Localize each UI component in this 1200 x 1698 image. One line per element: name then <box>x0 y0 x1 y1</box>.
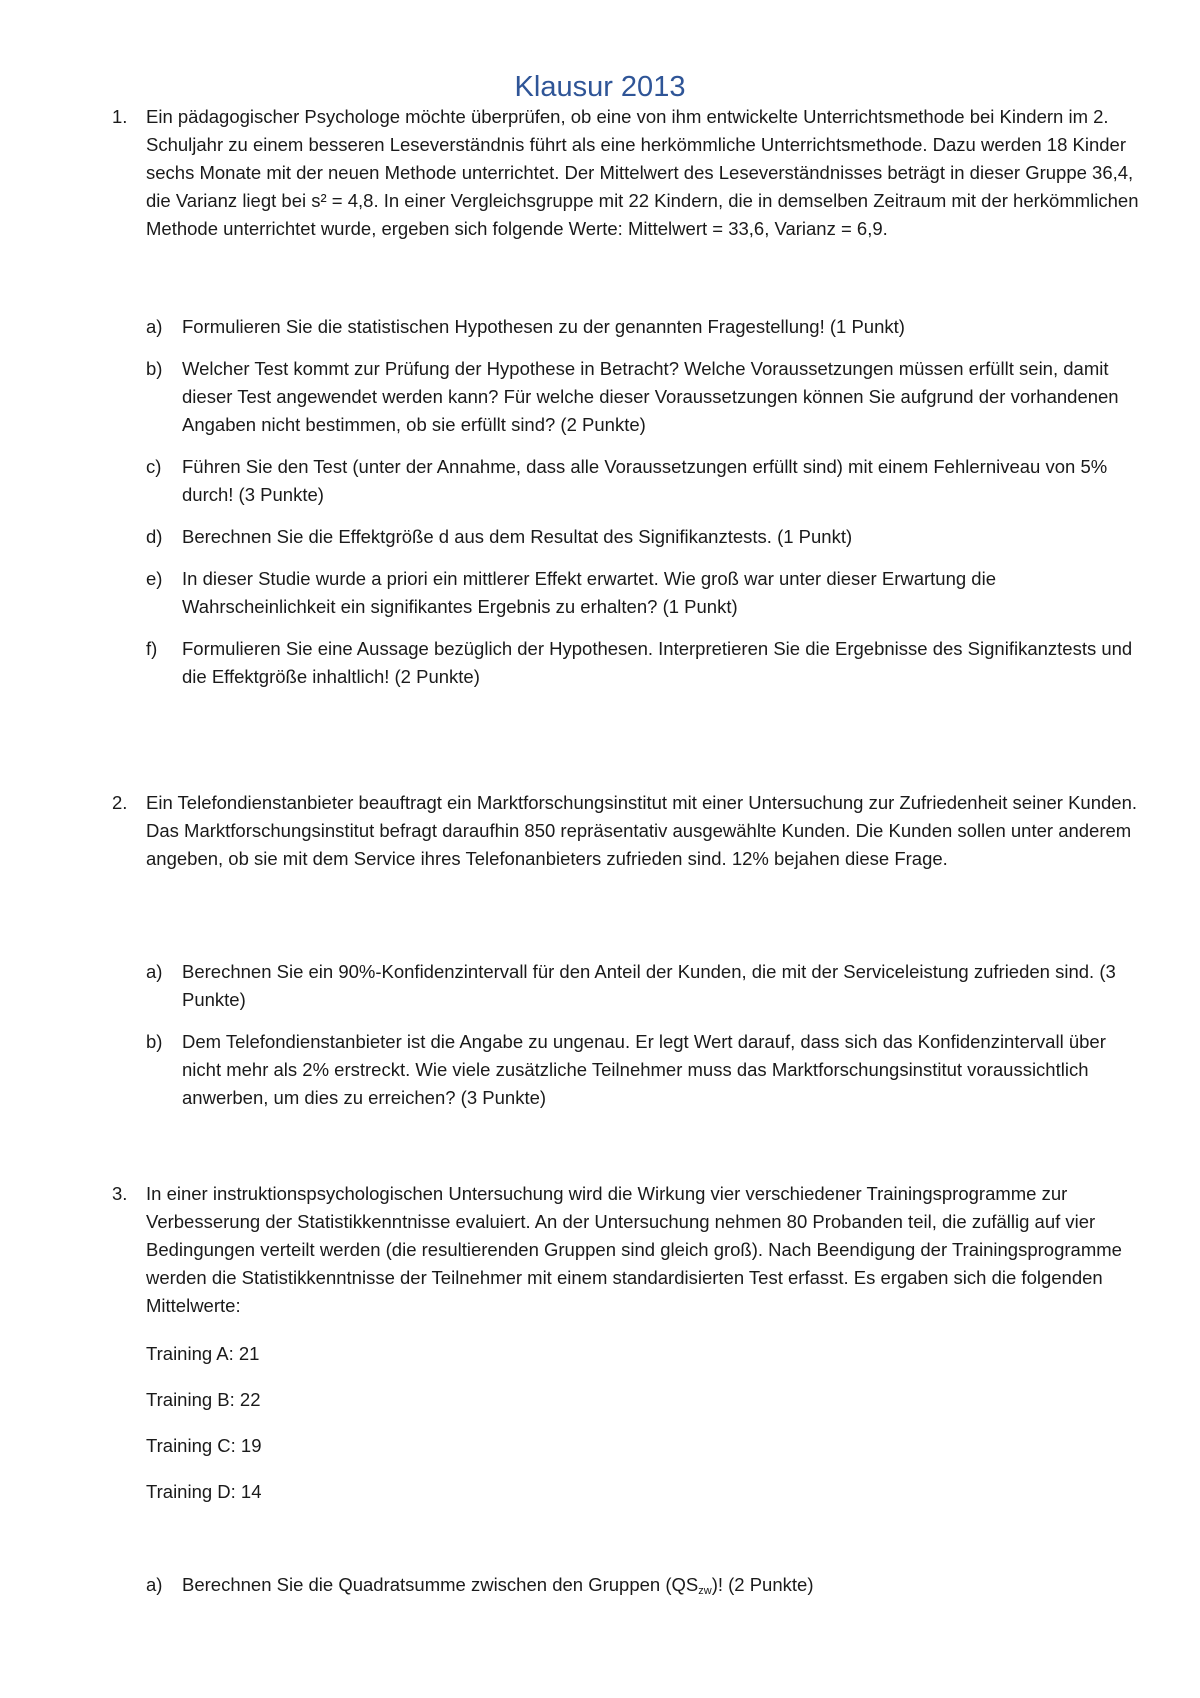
task-number: 3. <box>112 1183 128 1204</box>
task-2-subtasks <box>146 958 1136 1126</box>
subscript-zw: zw <box>698 1585 712 1597</box>
subtask-1e <box>146 565 1136 621</box>
task-2 <box>112 789 1142 873</box>
subtask-1b <box>146 355 1136 439</box>
subtask-1f <box>146 635 1136 691</box>
task-1 <box>112 103 1142 243</box>
task-1-subtasks <box>146 313 1136 705</box>
training-means <box>146 1340 546 1524</box>
subtask-letter: c) <box>146 456 162 477</box>
task-number: 2. <box>112 792 128 813</box>
subtask-text: Berechnen Sie ein 90%-Konfidenzintervall für den Anteil der Kunden, die mit der Serviceleistung zufrieden sind. (3 Punkte) <box>182 961 1116 1010</box>
subtask-letter: e) <box>146 568 163 589</box>
training-mean-c: Training C: 19 <box>146 1435 262 1456</box>
page-title: Klausur 2013 <box>514 71 686 103</box>
task-text: In einer instruktionspsychologischen Untersuchung wird die Wirkung vier verschiedener Trainingsprogramme zur Verbesserung der Statistikkenntnisse evaluiert. An der Untersuchung nehmen 80 Probanden teil, die zufällig auf vier Bedingungen verteilt werden (die resultierenden Gruppen sind gleich groß). Nach Beendigung der Trainingsprogramme werden die Statistikkenntnisse der Teilnehmer mit einem standardisierten Test erfasst. Es ergaben sich die folgenden Mittelwerte: <box>146 1183 1122 1316</box>
training-mean-d: Training D: 14 <box>146 1481 262 1502</box>
subtask-text <box>182 1571 1136 1599</box>
subtask-text: Welcher Test kommt zur Prüfung der Hypothese in Betracht? Welche Voraussetzungen müssen erfüllt sein, damit dieser Test angewendet werden kann? Für welche dieser Voraussetzungen können Sie aufgrund der vorhandenen Angaben nicht bestimmen, ob sie erfüllt sind? (2 Punkte) <box>182 358 1119 435</box>
training-mean-b: Training B: 22 <box>146 1389 261 1410</box>
subtask-3a <box>146 1571 1136 1599</box>
task-text: Ein pädagogischer Psychologe möchte überprüfen, ob eine von ihm entwickelte Unterrichtsmethode bei Kindern im 2. Schuljahr zu einem besseren Leseverständnis führt als eine herkömmliche Unterrichtsmethode. Dazu werden 18 Kinder sechs Monate mit der neuen Methode unterrichtet. Der Mittelwert des Leseverständnisses beträgt in dieser Gruppe 36,4, die Varianz liegt bei s² = 4,8. In einer Vergleichsgruppe mit 22 Kindern, die in demselben Zeitraum mit der herkömmlichen Methode unterrichtet wurde, ergeben sich folgende Werte: Mittelwert = 33,6, Varianz = 6,9. <box>146 106 1139 239</box>
subtask-1a <box>146 313 1136 341</box>
subtask-text: Führen Sie den Test (unter der Annahme, dass alle Voraussetzungen erfüllt sind) mit einem Fehlerniveau von 5% durch! (3 Punkte) <box>182 456 1108 505</box>
subtask-letter: b) <box>146 1031 163 1052</box>
subtask-text: Dem Telefondienstanbieter ist die Angabe zu ungenau. Er legt Wert darauf, dass sich das Konfidenzintervall über nicht mehr als 2% erstreckt. Wie viele zusätzliche Teilnehmer muss das Marktforschungsinstitut voraussichtlich anwerben, um dies zu erreichen? (3 Punkte) <box>182 1031 1106 1108</box>
subtask-text-after: )! (2 Punkte) <box>711 1574 814 1595</box>
subtask-text: In dieser Studie wurde a priori ein mittlerer Effekt erwartet. Wie groß war unter dieser Erwartung die Wahrscheinlichkeit ein signifikantes Ergebnis zu erhalten? (1 Punkt) <box>182 568 996 617</box>
subtask-letter: d) <box>146 526 163 547</box>
subtask-2a <box>146 958 1136 1014</box>
subtask-text: Formulieren Sie eine Aussage bezüglich der Hypothesen. Interpretieren Sie die Ergebnisse des Signifikanztests und die Effektgröße inhaltlich! (2 Punkte) <box>182 638 1133 687</box>
subtask-letter: b) <box>146 358 163 379</box>
task-3 <box>112 1180 1142 1320</box>
task-3-subtasks <box>146 1571 1136 1613</box>
task-text: Ein Telefondienstanbieter beauftragt ein Marktforschungsinstitut mit einer Untersuchung zur Zufriedenheit seiner Kunden. Das Marktforschungsinstitut befragt daraufhin 850 repräsentativ ausgewählte Kunden. Die Kunden sollen unter anderem angeben, ob sie mit dem Service ihres Telefonanbieters zufrieden sind. 12% bejahen diese Frage. <box>146 792 1138 869</box>
subtask-text: Berechnen Sie die Effektgröße d aus dem Resultat des Signifikanztests. (1 Punkt) <box>182 526 853 547</box>
subtask-letter: a) <box>146 316 163 337</box>
subtask-text: Formulieren Sie die statistischen Hypothesen zu der genannten Fragestellung! (1 Punkt) <box>182 316 905 337</box>
subtask-letter: a) <box>146 961 163 982</box>
subtask-1d <box>146 523 1136 551</box>
subtask-letter: f) <box>146 638 158 659</box>
subtask-1c <box>146 453 1136 509</box>
subtask-2b <box>146 1028 1136 1112</box>
training-mean-a: Training A: 21 <box>146 1343 260 1364</box>
task-number: 1. <box>112 106 128 127</box>
subtask-letter: a) <box>146 1574 163 1595</box>
subtask-text-before: Berechnen Sie die Quadratsumme zwischen den Gruppen (QS <box>182 1574 699 1595</box>
